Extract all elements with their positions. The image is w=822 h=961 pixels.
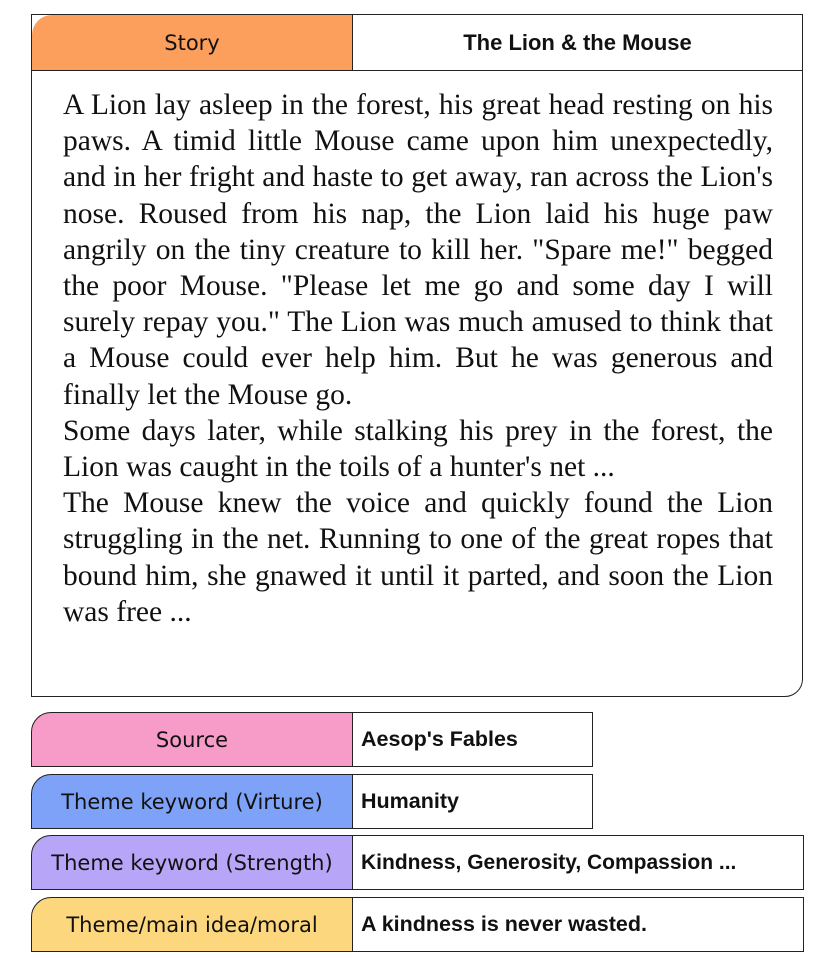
source-label: Source <box>31 712 353 767</box>
moral-label: Theme/main idea/moral <box>31 897 353 952</box>
source-value: Aesop's Fables <box>352 712 593 767</box>
virtue-value: Humanity <box>352 774 593 829</box>
story-paragraph: A Lion lay asleep in the forest, his great head resting on his paws. A timid little Mouse came upon him unexpectedly, and in her fright and haste to get away, ran across the Lion's nose. Roused from his nap, the Lion laid his huge paw angrily on the tiny creature to kill her. "Spare me!" begged the poor Mouse. "Please let me go and some day I will surely repay you." The Lion was much amused to think that a Mouse could ever help him. But he was generous and finally let the Mouse go. <box>63 89 773 411</box>
virtue-label: Theme keyword (Virture) <box>31 774 353 829</box>
story-tab: Story <box>32 15 353 70</box>
moral-value: A kindness is never wasted. <box>352 897 804 952</box>
strength-label: Theme keyword (Strength) <box>31 835 353 890</box>
story-paragraph: The Mouse knew the voice and quickly found the Lion struggling in the net. Running to one of the great ropes that bound him, she gnawed it until it parted, and soon the Lion was free ... <box>63 487 773 628</box>
story-paragraph: Some days later, while stalking his prey in the forest, the Lion was caught in the toils of a hunter's net ... <box>63 414 773 484</box>
story-title: The Lion & the Mouse <box>463 29 692 55</box>
story-card <box>31 14 803 697</box>
story-card-header <box>32 15 802 71</box>
story-text <box>63 87 773 630</box>
strength-value: Kindness, Generosity, Compassion ... <box>352 835 804 890</box>
